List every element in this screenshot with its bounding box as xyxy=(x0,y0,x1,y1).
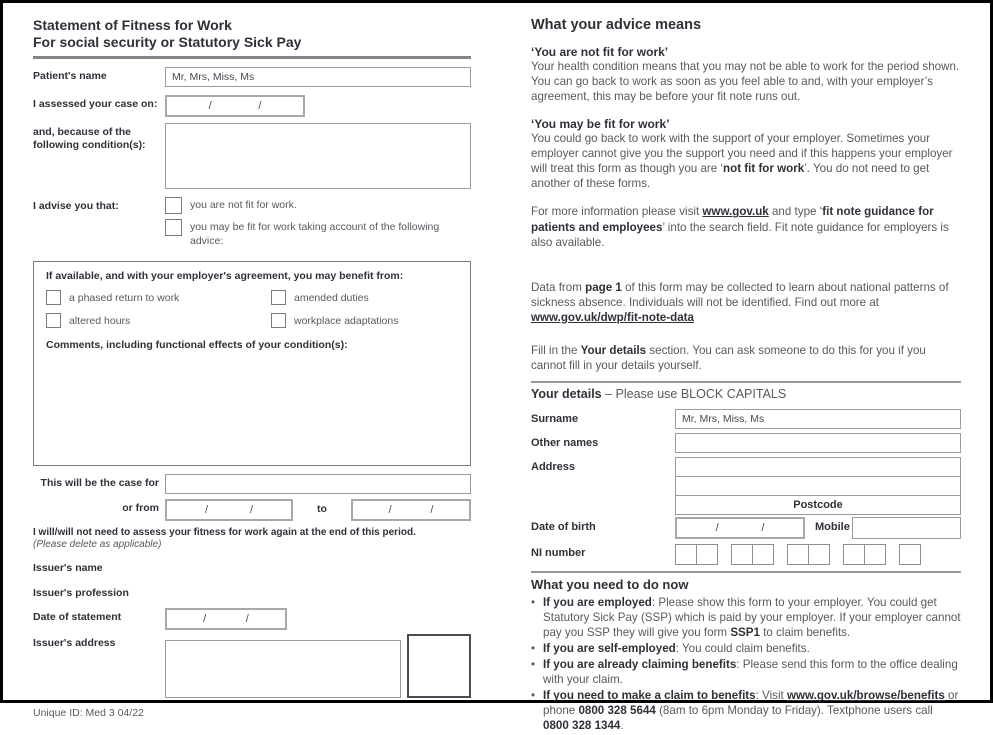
todo-item-self-employed: • If you are self-employed: You could claim benefits. xyxy=(531,642,810,656)
surname-label: Surname xyxy=(531,412,579,425)
amended-duties-label: amended duties xyxy=(294,292,369,305)
other-names-row xyxy=(531,433,961,453)
benefit-box xyxy=(33,261,471,466)
form-title-line2: For social security or Statutory Sick Pay xyxy=(33,33,302,50)
other-names-label: Other names xyxy=(531,436,599,449)
postcode-label: Postcode xyxy=(793,498,843,511)
or-from-label: or from xyxy=(122,502,159,515)
not-fit-checkbox[interactable] xyxy=(165,197,182,214)
date-slash: / xyxy=(388,504,392,517)
assessed-date-input[interactable] xyxy=(165,95,305,117)
address-line2-input[interactable] xyxy=(675,476,961,496)
date-slash: / xyxy=(204,504,209,517)
ni-cell[interactable] xyxy=(696,544,718,565)
date-of-statement-input[interactable] xyxy=(165,608,287,630)
postcode-input[interactable] xyxy=(675,495,961,515)
condition-textarea[interactable] xyxy=(165,123,471,189)
ni-cell[interactable] xyxy=(808,544,830,565)
not-fit-paragraph: Your health condition means that you may not be able to work for the period shown. You can go back to work as soon as you feel able to and, with your employer’s agreement, this may be before your fit note runs out. xyxy=(531,60,960,104)
surname-input[interactable] xyxy=(675,409,961,429)
altered-hours-checkbox[interactable] xyxy=(46,313,61,328)
case-for-input[interactable] xyxy=(165,474,471,494)
ni-cell[interactable] xyxy=(899,544,921,565)
issuer-profession-label: Issuer's profession xyxy=(33,587,129,600)
advise-option-not-fit xyxy=(165,197,471,214)
phased-return-checkbox[interactable] xyxy=(46,290,61,305)
advise-option-may-fit xyxy=(165,219,471,248)
delete-as-applicable-note: (Please delete as applicable) xyxy=(33,539,162,551)
dob-label: Date of birth xyxy=(531,520,596,533)
ni-row xyxy=(531,543,961,565)
may-fit-paragraph: You could go back to work with the support of your employer. Sometimes your employer cannot give you the support you need and if this happens your employer will treat this form as though you are ‘not fit for work’. You do not need to get another of these forms. xyxy=(531,132,953,191)
ni-cell[interactable] xyxy=(731,544,753,565)
patient-name-input[interactable] xyxy=(165,67,471,87)
patient-name-value: Mr, Mrs, Miss, Ms xyxy=(172,71,255,84)
from-date-input[interactable] xyxy=(165,499,293,521)
more-info-paragraph: For more information please visit www.gov.uk and type ‘fit note guidance for patients and employees’ into the search field. Fit note guidance for employers is also available. xyxy=(531,205,949,249)
date-slash: / xyxy=(430,504,434,517)
link[interactable]: www.gov.uk xyxy=(702,205,769,219)
advise-label: I advise you that: xyxy=(33,200,119,213)
fill-in-paragraph: Fill in the Your details section. You can ask someone to do this for you if you cannot fill in your details yourself. xyxy=(531,343,926,372)
benefit-option-workplace-adaptations xyxy=(271,313,458,329)
form-title xyxy=(33,17,471,59)
advise-row xyxy=(33,197,471,253)
workplace-adaptations-label: workplace adaptations xyxy=(294,314,399,327)
benefit-option-amended-duties xyxy=(271,290,458,306)
date-slash: / xyxy=(245,613,249,626)
not-fit-label: you are not fit for work. xyxy=(190,199,297,212)
data-collection-paragraph: Data from page 1 of this form may be collected to learn about national patterns of sickness absence. Individuals will not be identified. Find out more at www.gov.uk/dwp/fit-note-data xyxy=(531,280,949,324)
link[interactable]: www.gov.uk/dwp/fit-note-data xyxy=(531,310,694,324)
date-slash: / xyxy=(208,100,212,113)
to-label: to xyxy=(317,503,327,516)
bullet-icon: • xyxy=(531,689,536,703)
benefit-box-heading: If available, and with your employer's agreement, you may benefit from: xyxy=(46,270,404,283)
address-row xyxy=(531,457,961,515)
date-of-statement-label: Date of statement xyxy=(33,611,122,624)
unique-id: Unique ID: Med 3 04/22 xyxy=(33,707,144,720)
date-slash: / xyxy=(761,521,765,534)
assessed-date-label: I assessed your case on: xyxy=(33,98,158,111)
guidance-section xyxy=(531,15,961,735)
ni-cell[interactable] xyxy=(864,544,886,565)
workplace-adaptations-checkbox[interactable] xyxy=(271,313,286,328)
ni-cell[interactable] xyxy=(787,544,809,565)
mobile-input[interactable] xyxy=(852,517,961,539)
address-label: Address xyxy=(531,460,576,473)
ni-cell[interactable] xyxy=(752,544,774,565)
surname-value: Mr, Mrs, Miss, Ms xyxy=(682,412,765,425)
altered-hours-label: altered hours xyxy=(69,314,131,327)
todo-item-claiming-benefits: • If you are already claiming benefits: Please send this form to the office dealing with your claim. xyxy=(531,658,958,687)
mobile-label: Mobile xyxy=(815,520,850,533)
to-date-input[interactable] xyxy=(351,499,471,521)
advice-heading: What your advice means xyxy=(531,17,702,33)
assess-again-statement: I will/will not need to assess your fitness for work again at the end of this period. xyxy=(33,527,416,539)
date-slash: / xyxy=(258,100,262,113)
todo-item-make-claim: • If you need to make a claim to benefits: Visit www.gov.uk/browse/benefits or phone 0800 328 5644 (8am to 6pm Monday to Friday). Textphone users call 0800 328 1344. xyxy=(531,689,959,733)
comments-writing-area[interactable] xyxy=(46,351,458,461)
benefit-option-phased-return xyxy=(46,290,271,306)
benefit-option-altered-hours xyxy=(46,313,271,329)
todo-item-employed: • If you are employed: Please show this form to your employer. You could get Statutory Sick Pay (SSP) which is paid by your employer. If your employer cannot pay you SSP they will give you form SSP1 to claim benefits. xyxy=(531,595,961,640)
ni-label: NI number xyxy=(531,546,586,559)
patient-name-row xyxy=(33,67,471,87)
date-slash: / xyxy=(715,521,719,534)
link[interactable]: www.gov.uk/browse/benefits xyxy=(786,689,945,703)
date-of-statement-row xyxy=(33,608,471,630)
may-fit-label: you may be fit for work taking account of the following advice: xyxy=(190,221,440,247)
may-fit-heading: ‘You may be fit for work’ xyxy=(531,117,670,132)
bullet-icon: • xyxy=(531,595,536,609)
todo-heading: What you need to do now xyxy=(531,576,689,592)
divider xyxy=(531,571,961,573)
address-line1-input[interactable] xyxy=(675,457,961,477)
issuer-name-label: Issuer's name xyxy=(33,562,103,575)
ni-cell[interactable] xyxy=(843,544,865,565)
surname-row xyxy=(531,409,961,429)
dob-row xyxy=(531,517,961,539)
ni-cell[interactable] xyxy=(675,544,697,565)
bullet-icon: • xyxy=(531,642,536,656)
assessed-date-row xyxy=(33,95,471,117)
your-details-heading: Your details – Please use BLOCK CAPITALS xyxy=(531,386,787,401)
divider xyxy=(531,381,961,383)
from-to-row xyxy=(33,499,471,521)
phased-return-label: a phased return to work xyxy=(69,292,180,305)
case-for-row xyxy=(33,474,471,494)
form-title-line1: Statement of Fitness for Work xyxy=(33,17,232,33)
statement-section xyxy=(33,17,471,719)
bullet-icon: • xyxy=(531,658,536,672)
issuer-address-input[interactable] xyxy=(165,640,401,698)
issuer-address-label: Issuer's address xyxy=(33,637,116,650)
condition-row xyxy=(33,123,471,189)
other-names-input[interactable] xyxy=(675,433,961,453)
comments-label: Comments, including functional effects of your condition(s): xyxy=(46,338,348,351)
may-fit-checkbox[interactable] xyxy=(165,219,182,236)
amended-duties-checkbox[interactable] xyxy=(271,290,286,305)
date-slash: / xyxy=(249,504,254,517)
issuer-address-row xyxy=(33,634,471,698)
todo-list xyxy=(531,595,961,734)
condition-label: and, because of the following condition(s): xyxy=(33,126,146,152)
stamp-box xyxy=(407,634,471,698)
patient-name-label: Patient's name xyxy=(33,70,107,83)
dob-input[interactable] xyxy=(675,517,805,539)
date-slash: / xyxy=(203,613,207,626)
case-for-label: This will be the case for xyxy=(40,477,159,490)
not-fit-heading: ‘You are not fit for work’ xyxy=(531,45,669,59)
